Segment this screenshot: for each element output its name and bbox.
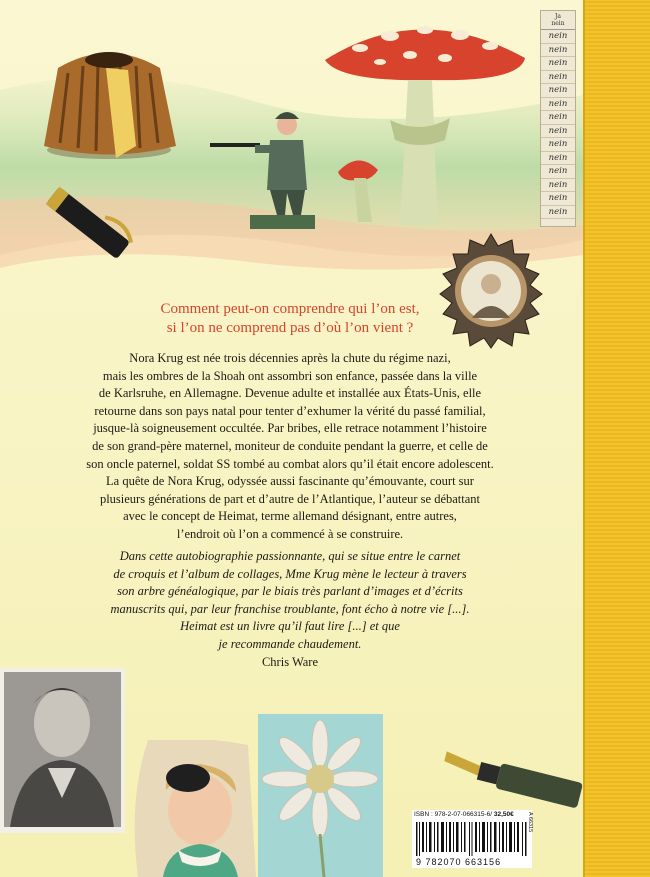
blurb-line: jusque-là soigneusement occultée. Par bribes, elle retrace notamment l’histoire: [93, 421, 487, 436]
price-text: 32,50€: [493, 811, 514, 818]
quote-line: son arbre généalogique, par le biais très parlant d’images et d’écrits: [117, 584, 463, 599]
blurb-line: de Karlsruhe, en Allemagne. Devenue adulte et installée aux États-Unis, elle: [98, 386, 482, 401]
tag-word: nein: [541, 57, 575, 71]
quote-line: Dans cette autobiographie passionnante, qui se situe entre le carnet: [119, 549, 461, 563]
tagline-line: Comment peut-on comprendre qui l’on est,: [160, 301, 420, 317]
side-code: A 66315: [527, 812, 533, 833]
quote-line: je recommande chaudement.: [218, 636, 362, 651]
blurb-line: mais les ombres de la Shoah ont assombri son enfance, passée dans la ville: [102, 368, 478, 383]
bundt-cake-illustration: [38, 28, 180, 163]
toy-soldier-illustration: [205, 105, 325, 235]
fountain-pen-cap-illustration: [38, 178, 138, 268]
isbn-text: ISBN : 978-2-07-066315-6/: [414, 811, 493, 818]
blurb-text: [55, 350, 525, 544]
quote-line: manuscrits qui, par leur franchise troublante, font écho à notre vie [...].: [110, 601, 470, 616]
fountain-pen-illustration: [440, 748, 585, 810]
tag-word: nein: [541, 138, 575, 152]
quote-line: de croquis et l’album de collages, Mme Krug mène le lecteur à travers: [113, 566, 467, 581]
review-quote: [80, 548, 500, 671]
edelweiss-flower-illustration: [258, 714, 383, 877]
quote-line: Heimat est un livre qu’il faut lire [...] et que: [180, 619, 400, 634]
tag-header-nein: nein: [551, 20, 565, 27]
tag-word: nein: [541, 84, 575, 98]
tag-word: nein: [541, 152, 575, 166]
ja-nein-tag: [540, 10, 576, 227]
tag-word: nein: [541, 98, 575, 112]
tag-header-ja: Ja: [555, 13, 561, 20]
blurb-line: La quête de Nora Krug, odyssée aussi fascinante qu’émouvante, court sur: [106, 474, 474, 489]
barcode-bars: [416, 822, 528, 856]
girl-collage-illustration: [128, 740, 263, 877]
blurb-line: l’endroit où l’on a commencé à se construire.: [176, 526, 404, 541]
tag-word: nein: [541, 71, 575, 85]
tag-word: nein: [541, 179, 575, 193]
tag-word: nein: [541, 111, 575, 125]
blurb-line: de son grand-père maternel, moniteur de conduite pendant la guerre, et celle de: [92, 438, 488, 453]
blurb-line: son oncle paternel, soldat SS tombé au combat alors qu’il était encore adolescent.: [86, 456, 494, 471]
tag-word: nein: [541, 165, 575, 179]
quote-author: Chris Ware: [261, 654, 319, 669]
tag-header: [541, 11, 575, 30]
tag-word: nein: [541, 44, 575, 58]
tag-word: nein: [541, 192, 575, 206]
tagline: [120, 300, 460, 338]
blurb-line: avec le concept de Heimat, terme allemand désignant, entre autres,: [123, 509, 457, 524]
fly-agaric-mushroom-illustration: [320, 10, 535, 240]
tag-word: nein: [541, 125, 575, 139]
blurb-line: retourne dans son pays natal pour tenter d’exhumer la vérité du passé familial,: [94, 403, 486, 418]
isbn-number: 9 782070 663156: [416, 857, 502, 867]
tagline-line: si l’on ne comprend pas d’où l’on vient ?: [166, 320, 414, 336]
isbn-line: [414, 811, 514, 818]
blurb-line: Nora Krug est née trois décennies après la chute du régime nazi,: [129, 351, 451, 365]
tag-word: nein: [541, 206, 575, 220]
soldier-portrait-photo: [0, 668, 125, 833]
spine-cloth: [583, 0, 650, 877]
tag-word: nein: [541, 30, 575, 44]
blurb-line: plusieurs générations de part et d’autre de l’Atlantique, l’auteur se débattant: [99, 491, 481, 506]
